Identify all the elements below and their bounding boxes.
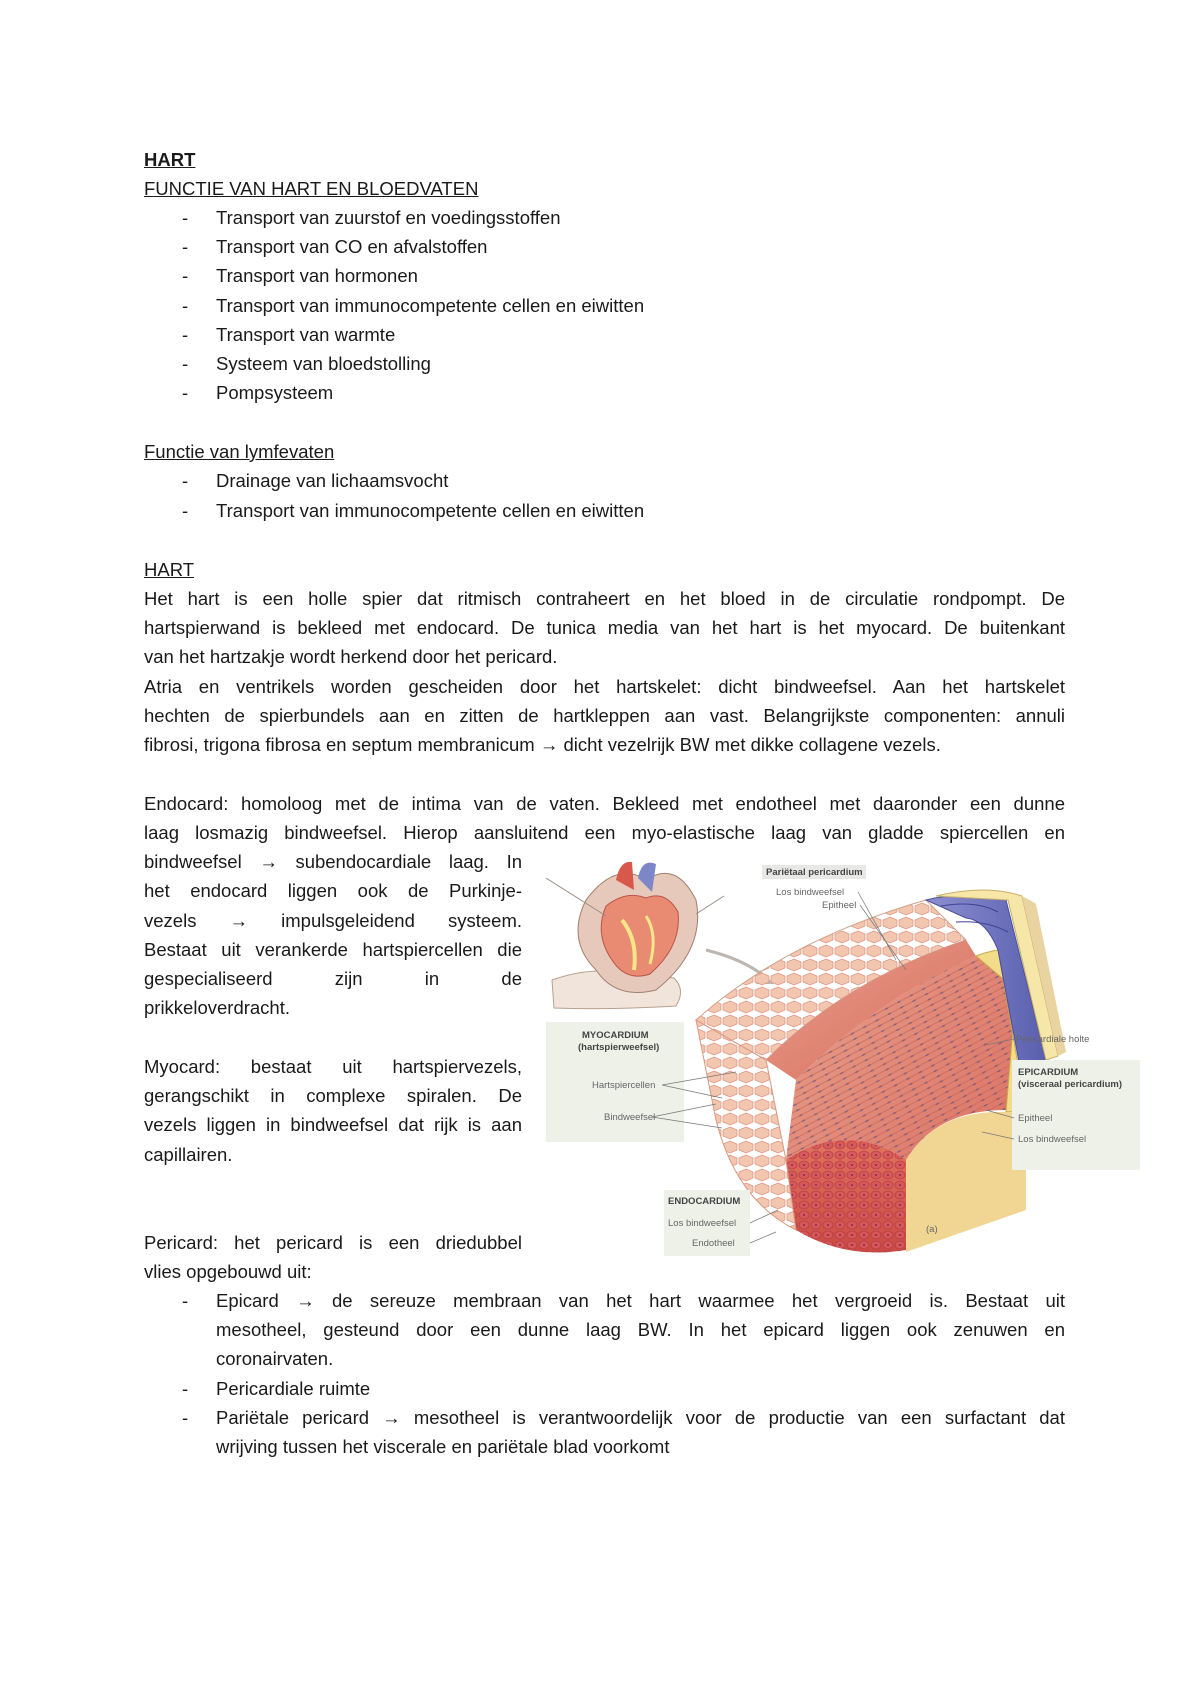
- label-hartspiercellen: Hartspiercellen: [592, 1080, 656, 1091]
- heart-wall-block: [696, 890, 1066, 1253]
- list-item-line: mesotheel, gesteund door een dunne laag BW. In het epicard liggen ook zenuwen en: [216, 1319, 1065, 1340]
- text-line: laag losmazig bindweefsel. Hierop aansluitend een myo-elastische laag van gladde spiercellen en: [144, 822, 1065, 843]
- list-item-line: wrijving tussen het viscerale en pariëtale blad voorkomt: [216, 1436, 670, 1457]
- list-item: Pompsysteem: [216, 382, 334, 403]
- label-myocardium-sub: (hartspierweefsel): [578, 1042, 660, 1053]
- text-line: vezels → impulsgeleidend systeem.: [144, 910, 522, 931]
- list-item: Transport van immunocompetente cellen en eiwitten: [216, 295, 645, 316]
- label-endocardium: ENDOCARDIUM: [668, 1196, 741, 1207]
- list-item: Transport van immunocompetente cellen en eiwitten: [216, 500, 645, 521]
- list-item: Drainage van lichaamsvocht: [216, 470, 449, 491]
- text-line: Myocard: bestaat uit hartspiervezels,: [144, 1056, 522, 1077]
- label-epicardium-sub: (visceraal pericardium): [1018, 1079, 1123, 1090]
- text-line: bindweefsel → subendocardiale laag. In: [144, 851, 522, 872]
- list-item: Transport van warmte: [216, 324, 396, 345]
- section-title-lymfevaten: Functie van lymfevaten: [144, 441, 335, 462]
- list-item-line: Pericardiale ruimte: [216, 1378, 371, 1399]
- text-line: Atria en ventrikels worden gescheiden door het hartskelet: dicht bindweefsel. Aan het hartskelet: [144, 676, 1065, 697]
- label-bindweefsel: Bindweefsel: [604, 1112, 656, 1123]
- list-item: Transport van hormonen: [216, 265, 418, 286]
- label-epitheel-top: Epitheel: [822, 900, 857, 911]
- document-heading: HART: [144, 149, 196, 170]
- text-line: Bestaat uit verankerde hartspiercellen die: [144, 939, 522, 960]
- label-los-bindweefsel-right: Los bindweefsel: [1018, 1134, 1087, 1145]
- text-line: vezels liggen in bindweefsel dat rijk is aan: [144, 1114, 522, 1135]
- text-line: vlies opgebouwd uit:: [144, 1261, 312, 1282]
- text-line: prikkeloverdracht.: [144, 997, 291, 1018]
- section-title-functie: FUNCTIE VAN HART EN BLOEDVATEN: [144, 178, 479, 199]
- label-panel-a: (a): [926, 1224, 938, 1235]
- section-title-hart: HART: [144, 559, 195, 580]
- list-item: Transport van CO en afvalstoffen: [216, 236, 488, 257]
- list-item-line: Epicard → de sereuze membraan van het hart waarmee het vergroeid is. Bestaat uit: [216, 1290, 1065, 1311]
- text-line: hechten de spierbundels aan en zitten de hartkleppen aan vast. Belangrijkste componenten: annuli: [144, 705, 1065, 726]
- text-line: van het hartzakje wordt herkend door het pericard.: [144, 646, 558, 667]
- list-item-line: coronairvaten.: [216, 1348, 334, 1369]
- text-line: Endocard: homoloog met de intima van de vaten. Bekleed met endotheel met daaronder een dunne: [144, 793, 1065, 814]
- heart-wall-figure: [546, 860, 1140, 1264]
- text-line: fibrosi, trigona fibrosa en septum membranicum → dicht vezelrijk BW met dikke collagene vezels.: [144, 734, 941, 755]
- document-page: HART FUNCTIE VAN HART EN BLOEDVATEN - Transport van zuurstof en voedingsstoffen - Transport van CO en afvalstoffen - Transport van hormonen - Transport van immunocompetente cellen en eiwitten - Transport van warmte - Systeem van bloedstolling - Pompsysteem Functie van lymfevaten - Drainage van lichaamsvocht - Transport van immunocompetente cellen en eiwitten HART Het hart is een holle spier dat ritmisch contraheert en het bloed in de circulatie rondpompt. De hartspierwand is bekleed met endocard. De tunica media van het hart is het myocard. De buitenkant van het hartzakje wordt herkend door het pericard. Atria en ventrikels worden gescheiden door het hartskelet: dicht bindweefsel. Aan het hartskelet hechten de spierbundels aan en zitten de hartkleppen aan vast. Belangrijkste componenten: annuli fibrosi, trigona fibrosa en septum membranicum → dicht vezelrijk BW met dikke collagene vezels. Endocard: homoloog met de intima van de vaten. Bekleed met endotheel met daaronder een dunne laag losmazig bindweefsel. Hierop aansluitend een myo-elastische laag van gladde spiercellen en bindweefsel → subendocardiale laag. In het endocard liggen ook de Purkinje- vezels → impulsgeleidend systeem. Bestaat uit verankerde hartspiercellen die gespecialiseerd zijn in de prikkeloverdracht. Myocard: bestaat uit hartspiervezels, gerangschikt in complexe spiralen. De vezels liggen in bindweefsel dat rijk is aan capillairen. Pericard: het pericard is een driedubbel vlies opgebouwd uit: - Epicard → de sereuze membraan van het hart waarmee het vergroeid is. Bestaat uit mesotheel, gesteund door een dunne laag BW. In het epicard liggen ook zenuwen en coronairvaten. - Pericardiale ruimte - Pariëtale pericard → mesotheel is verantwoordelijk voor de productie van een surfactant dat wrijving tussen het viscerale en pariëtale blad voorkomt Pariëtaal pericardium Los bindweefsel Epitheel Pericardiale holte MYOCARDIUM (hartspierweefsel) Hartspiercellen Bindweefsel EPICARDIUM (visceraal pericardium) Epitheel Los bindweefsel ENDOCARDIUM Los bindweefsel Endotheel (a): [0, 0, 1200, 1698]
- label-endotheel: Endotheel: [692, 1238, 735, 1249]
- text-line: gespecialiseerd zijn in de: [144, 968, 522, 989]
- label-los-bindweefsel-top: Los bindweefsel: [776, 887, 845, 898]
- text-line: hartspierwand is bekleed met endocard. De tunica media van het hart is het myocard. De buitenkant: [144, 617, 1065, 638]
- label-los-bindweefsel-bottom: Los bindweefsel: [668, 1218, 737, 1229]
- label-myocardium: MYOCARDIUM: [582, 1030, 649, 1041]
- text-line: het endocard liggen ook de Purkinje-: [144, 880, 522, 901]
- text-line: Pericard: het pericard is een driedubbel: [144, 1232, 522, 1253]
- text-line: Het hart is een holle spier dat ritmisch contraheert en het bloed in de circulatie rondpompt. De: [144, 588, 1065, 609]
- text-line: capillairen.: [144, 1144, 233, 1165]
- text-line: gerangschikt in complexe spiralen. De: [144, 1085, 522, 1106]
- label-epicardium: EPICARDIUM: [1018, 1067, 1079, 1078]
- label-parietaal-pericardium: Pariëtaal pericardium: [766, 867, 863, 878]
- list-item: Transport van zuurstof en voedingsstoffen: [216, 207, 561, 228]
- list-item: Systeem van bloedstolling: [216, 353, 431, 374]
- label-epitheel-right: Epitheel: [1018, 1113, 1053, 1124]
- list-item-line: Pariëtale pericard → mesotheel is verantwoordelijk voor de productie van een surfactant dat: [216, 1407, 1065, 1428]
- label-pericardiale-holte: Pericardiale holte: [1016, 1034, 1090, 1045]
